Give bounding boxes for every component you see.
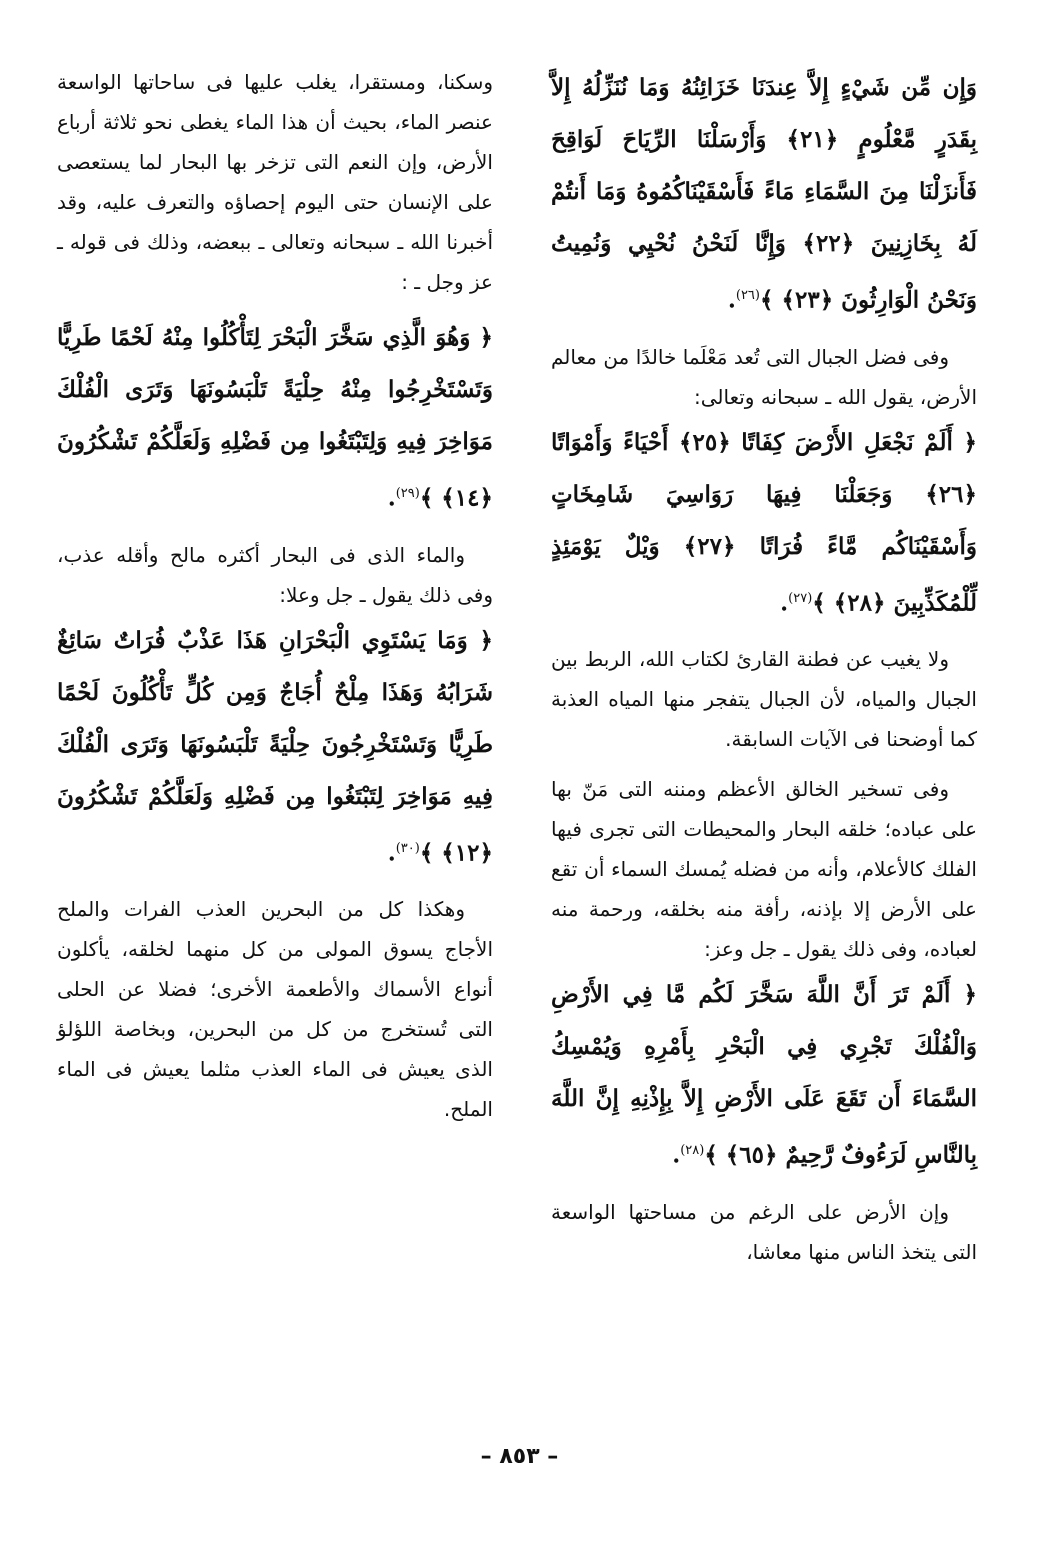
left-column bbox=[57, 62, 493, 1129]
quran-verse-mursalat: ﴿ أَلَمْ نَجْعَلِ الأَرْضَ كِفَاتًا ﴿٢٥﴾ أَحْيَاءً وَأَمْوَاتًا ﴿٢٦﴾ وَجَعَلْنَا فِيهَا رَوَاسِيَ شَامِخَاتٍ وَأَسْقَيْنَاكُم مَّاءً فُرَاتًا ﴿٢٧﴾ وَيْلٌ يَوْمَئِذٍ لِّلْمُكَذِّبِينَ ﴿٢٨﴾ ﴾$^{(٢٧)}$. bbox=[551, 428, 977, 617]
footnote-ref: (٢٧) bbox=[788, 590, 813, 606]
footnote-ref: (٢٦) bbox=[735, 288, 760, 303]
paragraph-water-coverage: وسكنا، ومستقرا، يغلب عليها فى ساحاتها الواسعة عنصر الماء، بحيث أن هذا الماء يغطى نحو ثلاثة أرباع الأرض، وإن النعم التى تزخر بها البحار لما يستعصى على الإنسان حتى اليوم إحصاؤه والتعرف عليه، وقد أخبرنا الله ـ سبحانه وتعالى ـ ببعضه، وذلك فى قوله ـ عز وجل ـ : bbox=[57, 70, 493, 294]
paragraph-two-seas: وهكذا كل من البحرين العذب الفرات والملح الأجاج يسوق المولى من كل منهما لخلقه، يأكلون أنواع الأسماك والأطعمة الأخرى؛ فضلا عن الحلى التى تُستخرج من كل من البحرين، وبخاصة اللؤلؤ الذى يعيش فى الماء العذب مثلما يعيش فى الماء الملح. bbox=[57, 897, 493, 1122]
page-number: – ٨٥٣ – bbox=[480, 1444, 559, 1469]
footnote-ref: (٢٩) bbox=[395, 486, 420, 501]
verse-text: ﴿ أَلَمْ تَرَ أَنَّ اللَّهَ سَخَّرَ لَكُم مَّا فِي الأَرْضِ وَالْفُلْكَ تَجْرِي فِي الْبَحْرِ بِأَمْرِهِ وَيُمْسِكُ السَّمَاءَ أَن تَقَعَ عَلَى الأَرْضِ إِلاَّ بِإِذْنِهِ إِنَّ اللَّهَ بِالنَّاسِ لَرَءُوفٌ رَّحِيمٌ ﴿٦٥﴾ ﴾ bbox=[551, 981, 977, 1169]
paragraph-earth: وإن الأرض على الرغم من مساحتها الواسعة التى يتخذ الناس منها معاشا، bbox=[551, 1199, 977, 1264]
paragraph-salt-fresh: والماء الذى فى البحار أكثره مالح وأقله عذب، وفى ذلك يقول ـ جل وعلا: bbox=[57, 542, 493, 607]
verse-text: وَإِن مِّن شَيْءٍ إِلاَّ عِندَنَا خَزَائِنُهُ وَمَا نُنَزِّلُهُ إِلاَّ بِقَدَرٍ مَّعْلُومٍ ﴿٢١﴾ وَأَرْسَلْنَا الرِّيَاحَ لَوَاقِحَ فَأَنزَلْنَا مِنَ السَّمَاءِ مَاءً فَأَسْقَيْنَاكُمُوهُ وَمَا أَنتُمْ لَهُ بِخَازِنِينَ ﴿٢٢﴾ وَإِنَّا لَنَحْنُ نُحْيِي وَنُمِيتُ وَنَحْنُ الْوَارِثُونَ ﴿٢٣﴾ ﴾ bbox=[551, 74, 978, 314]
footnote-ref: (٢٨) bbox=[680, 1143, 705, 1159]
paragraph-seas: وفى تسخير الخالق الأعظم ومننه التى مَنّ بها على عباده؛ خلقه البحار والمحيطات التى تجرى فيها الفلك كالأعلام، وأنه من فضله يُمسك السماء أن تقع على الأرض إلا بإذنه، رأفة منه بخلقه، ورحمة منه لعباده، وفى ذلك يقول ـ جل وعز: bbox=[551, 777, 977, 962]
verse-text: ﴿ وَمَا يَسْتَوِي الْبَحْرَانِ هَذَا عَذْبٌ فُرَاتٌ سَائِغٌ شَرَابُهُ وَهَذَا مِلْحٌ أُجَاجٌ وَمِن كُلٍّ تَأْكُلُونَ لَحْمًا طَرِيًّا وَتَسْتَخْرِجُونَ حِلْيَةً تَلْبَسُونَهَا وَتَرَى الْفُلْكَ فِيهِ مَوَاخِرَ لِتَبْتَغُوا مِن فَضْلِهِ وَلَعَلَّكُمْ تَشْكُرُونَ ﴿١٢﴾ ﴾ bbox=[57, 626, 493, 867]
quran-verse-hijr: وَإِن مِّن شَيْءٍ إِلاَّ عِندَنَا خَزَائِنُهُ وَمَا نُنَزِّلُهُ إِلاَّ بِقَدَرٍ مَّعْلُومٍ ﴿٢١﴾ وَأَرْسَلْنَا الرِّيَاحَ لَوَاقِحَ فَأَنزَلْنَا مِنَ السَّمَاءِ مَاءً فَأَسْقَيْنَاكُمُوهُ وَمَا أَنتُمْ لَهُ بِخَازِنِينَ ﴿٢٢﴾ وَإِنَّا لَنَحْنُ نُحْيِي وَنُمِيتُ وَنَحْنُ الْوَارِثُونَ ﴿٢٣﴾ ﴾$^{(٢٦)}$. bbox=[551, 74, 978, 314]
verse-text: ﴿ أَلَمْ نَجْعَلِ الأَرْضَ كِفَاتًا ﴿٢٥﴾ أَحْيَاءً وَأَمْوَاتًا ﴿٢٦﴾ وَجَعَلْنَا فِيهَا رَوَاسِيَ شَامِخَاتٍ وَأَسْقَيْنَاكُم مَّاءً فُرَاتًا ﴿٢٧﴾ وَيْلٌ يَوْمَئِذٍ لِّلْمُكَذِّبِينَ ﴿٢٨﴾ ﴾ bbox=[551, 428, 977, 617]
footnote-ref: (٣٠) bbox=[395, 840, 420, 856]
quran-verse-hajj: ﴿ أَلَمْ تَرَ أَنَّ اللَّهَ سَخَّرَ لَكُم مَّا فِي الأَرْضِ وَالْفُلْكَ تَجْرِي فِي الْبَحْرِ بِأَمْرِهِ وَيُمْسِكُ السَّمَاءَ أَن تَقَعَ عَلَى الأَرْضِ إِلاَّ بِإِذْنِهِ إِنَّ اللَّهَ بِالنَّاسِ لَرَءُوفٌ رَّحِيمٌ ﴿٦٥﴾ ﴾$^{(٢٨)}$. bbox=[551, 981, 977, 1169]
quran-verse-fatir: ﴿ وَمَا يَسْتَوِي الْبَحْرَانِ هَذَا عَذْبٌ فُرَاتٌ سَائِغٌ شَرَابُهُ وَهَذَا مِلْحٌ أُجَاجٌ وَمِن كُلٍّ تَأْكُلُونَ لَحْمًا طَرِيًّا وَتَسْتَخْرِجُونَ حِلْيَةً تَلْبَسُونَهَا وَتَرَى الْفُلْكَ فِيهِ مَوَاخِرَ لِتَبْتَغُوا مِن فَضْلِهِ وَلَعَلَّكُمْ تَشْكُرُونَ ﴿١٢﴾ ﴾$^{(٣٠)}$. bbox=[57, 626, 493, 867]
right-column bbox=[551, 62, 977, 1272]
quran-verse-nahl: ﴿ وَهُوَ الَّذِي سَخَّرَ الْبَحْرَ لِتَأْكُلُوا مِنْهُ لَحْمًا طَرِيًّا وَتَسْتَخْرِجُوا مِنْهُ حِلْيَةً تَلْبَسُونَهَا وَتَرَى الْفُلْكَ مَوَاخِرَ فِيهِ وَلِتَبْتَغُوا مِن فَضْلِهِ وَلَعَلَّكُمْ تَشْكُرُونَ ﴿١٤﴾ ﴾$^{(٢٩)}$. bbox=[57, 324, 493, 512]
verse-text: ﴿ وَهُوَ الَّذِي سَخَّرَ الْبَحْرَ لِتَأْكُلُوا مِنْهُ لَحْمًا طَرِيًّا وَتَسْتَخْرِجُوا مِنْهُ حِلْيَةً تَلْبَسُونَهَا وَتَرَى الْفُلْكَ مَوَاخِرَ فِيهِ وَلِتَبْتَغُوا مِن فَضْلِهِ وَلَعَلَّكُمْ تَشْكُرُونَ ﴿١٤﴾ ﴾ bbox=[57, 324, 493, 512]
paragraph-mountains: وفى فضل الجبال التى تُعد مَعْلَما خالدًا من معالم الأرض، يقول الله ـ سبحانه وتعالى: bbox=[551, 344, 977, 409]
paragraph-mountains-water: ولا يغيب عن فطنة القارئ لكتاب الله، الربط بين الجبال والمياه، لأن الجبال يتفجر منها المياه العذبة كما أوضحنا فى الآيات السابقة. bbox=[551, 647, 977, 752]
